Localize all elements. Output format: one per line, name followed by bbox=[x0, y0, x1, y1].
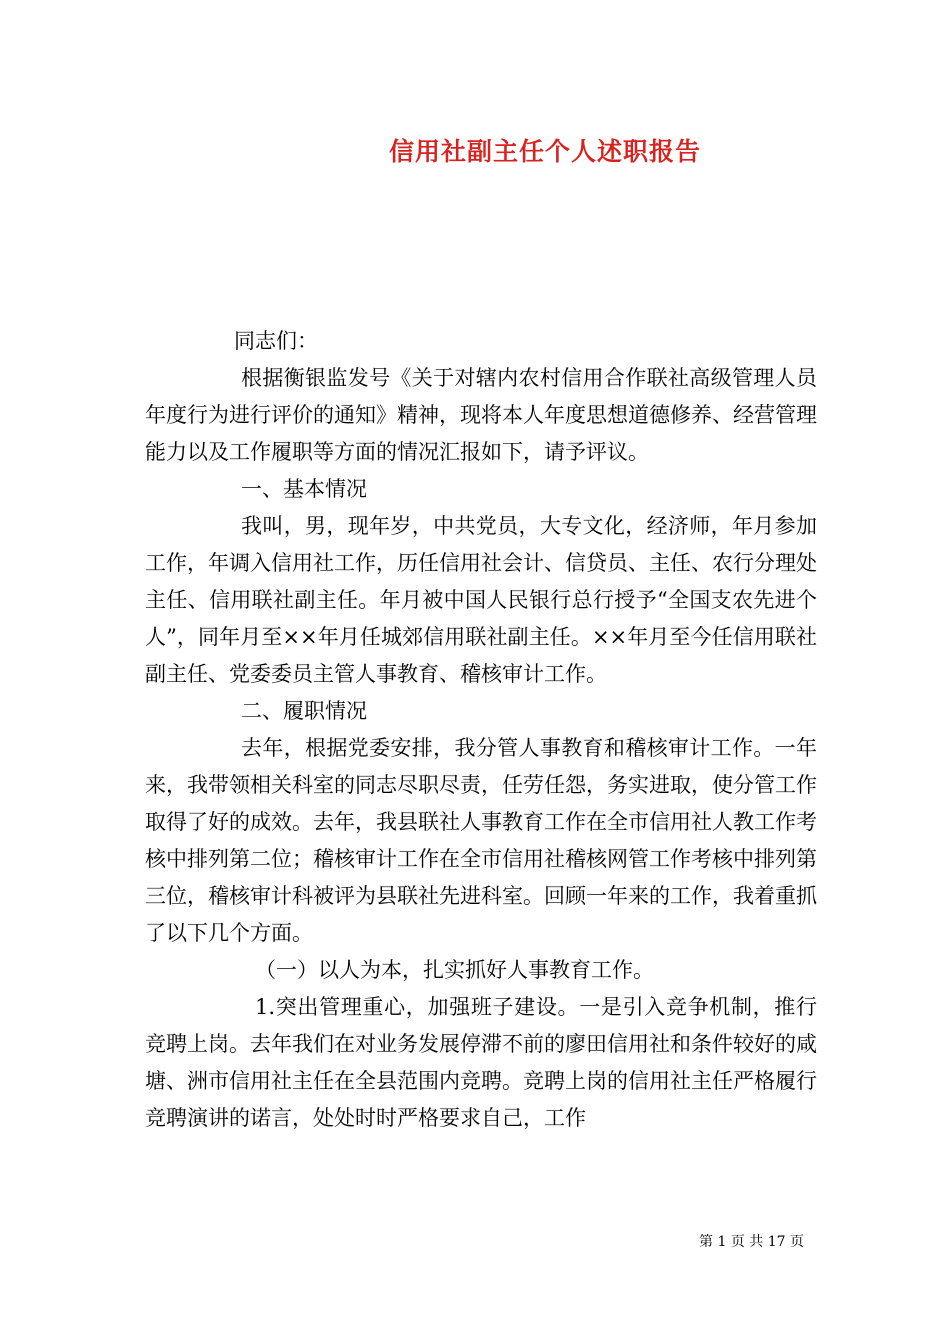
document-title: 信用社副主任个人述职报告 bbox=[388, 137, 701, 166]
document-body bbox=[145, 323, 817, 1137]
salutation: 同志们： bbox=[234, 329, 318, 353]
duties-paragraph: 去年，根据党委安排，我分管人事教育和稽核审计工作。一年来，我带领相关科室的同志尽职尽责，任劳任怨，务实进取，使分管工作取得了好的成效。去年，我县联社人事教育工作在全市信用社人教工作考核中排列第二位；稽核审计工作在全市信用社稽核网管工作考核中排列第三位，稽核审计科被评为县联社先进科室。回顾一年来的工作，我着重抓了以下几个方面。 bbox=[145, 736, 817, 945]
section-heading-duties: 二、履职情况 bbox=[241, 699, 367, 723]
item-paragraph-1: 1.突出管理重心，加强班子建设。一是引入竞争机制，推行竞聘上岗。去年我们在对业务发展停滞不前的廖田信用社和条件较好的咸塘、洲市信用社主任在全县范围内竞聘。竞聘上岗的信用社主任严格履行竞聘演讲的诺言，处处时时严格要求自己，工作 bbox=[145, 995, 817, 1130]
subsection-heading-personnel: （一）以人为本，扎实抓好人事教育工作。 bbox=[255, 958, 654, 982]
section-heading-basic-info: 一、基本情况 bbox=[241, 477, 367, 501]
page-number-footer: 第 1 页 共 17 页 bbox=[699, 1234, 804, 1250]
intro-paragraph: 根据衡银监发号《关于对辖内农村信用合作联社高级管理人员年度行为进行评价的通知》精神，现将本人年度思想道德修养、经营管理能力以及工作履职等方面的情况汇报如下，请予评议。 bbox=[145, 366, 817, 464]
basic-info-paragraph: 我叫，男，现年岁，中共党员，大专文化，经济师，年月参加工作，年调入信用社工作，历任信用社会计、信贷员、主任、农行分理处主任、信用联社副主任。年月被中国人民银行总行授予“全国支农先进个人”，同年月至××年月任城郊信用联社副主任。××年月至今任信用联社副主任、党委委员主管人事教育、稽核审计工作。 bbox=[145, 514, 817, 686]
